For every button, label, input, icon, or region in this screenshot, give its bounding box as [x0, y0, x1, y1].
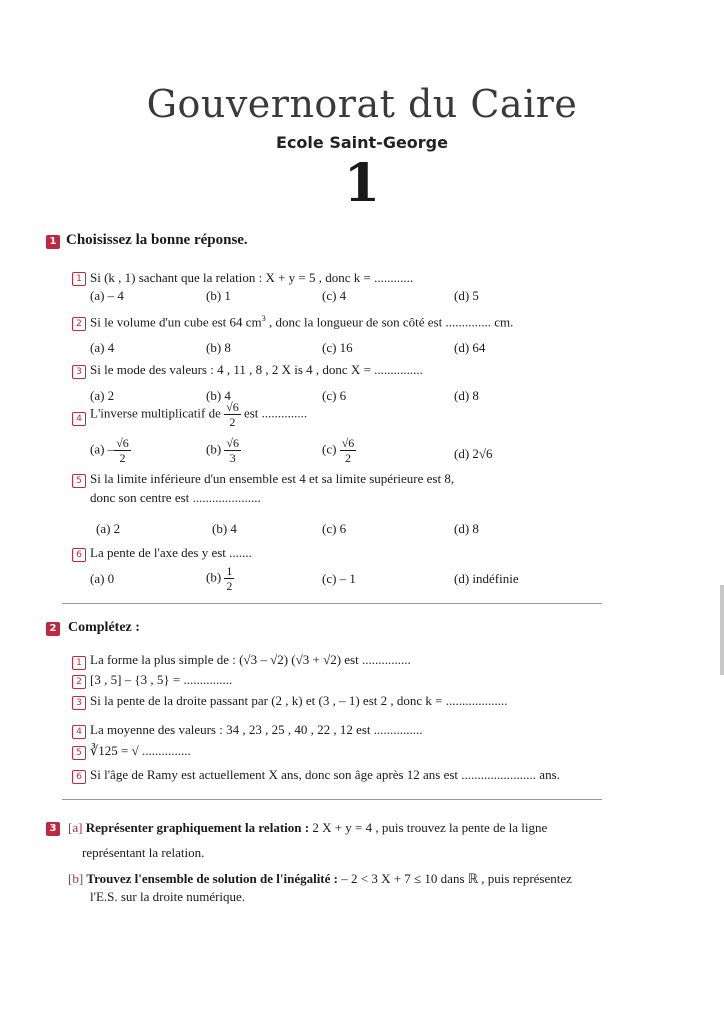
- question-number: 3: [72, 365, 86, 379]
- page-title: Gouvernorat du Caire: [146, 82, 578, 126]
- question-number: 1: [72, 272, 86, 286]
- option-a: (a) 0: [90, 571, 115, 586]
- exam-number: 1: [343, 153, 381, 214]
- question-text: La moyenne des valeurs : 34 , 23 , 25 , 40 , 22 , 12 est ...............: [90, 722, 423, 737]
- school-name: Ecole Saint-George: [276, 133, 448, 152]
- option-d: (d) 5: [454, 288, 479, 303]
- option-a: (a) 2: [96, 521, 121, 536]
- section-1-badge: 1: [46, 235, 60, 249]
- page-edge-marker: [720, 585, 724, 675]
- question-text: [3 , 5] – {3 , 5} = ...............: [90, 672, 233, 687]
- section-divider: [62, 799, 602, 800]
- question-text: Si le volume d'un cube est 64 $cm^3$ , donc la longueur de son côté est .............. cm.: [90, 314, 514, 330]
- option-b: (b) 8: [206, 340, 231, 355]
- question-text: L'inverse multiplicatif de $\frac{√6}{2}$ est ..............: [90, 400, 308, 429]
- question-number: 4: [72, 725, 86, 739]
- option-b: (b) 4: [206, 388, 231, 403]
- section-2-title: Complétez :: [68, 620, 140, 635]
- section-3-badge: 3: [46, 822, 60, 836]
- option-d: (d) 64: [454, 340, 486, 355]
- option-b: (b) $\frac{1}{2}$: [206, 564, 233, 593]
- option-a: (a) 4: [90, 340, 115, 355]
- question-text-line1: Si la limite inférieure d'un ensemble est 4 et sa limite supérieure est 8,: [90, 471, 455, 486]
- section-1-title: Choisissez la bonne réponse.: [66, 232, 248, 248]
- part-a-text: [a] Représenter graphiquement la relation : 2 X + y = 4 , puis trouvez la pente de la ligne: [68, 820, 548, 835]
- option-a: (a) 2: [90, 388, 115, 403]
- fraction: $\frac{√6}{2}$: [226, 400, 239, 429]
- question-number: 6: [72, 548, 86, 562]
- option-c: (c) 6: [322, 388, 347, 403]
- option-d: (d) 2√6: [454, 446, 493, 461]
- section-2-badge: 2: [46, 622, 60, 636]
- question-text: Si (k , 1) sachant que la relation : X + y = 5 , donc k = ............: [90, 270, 414, 285]
- option-a: (a) – $\frac{√6}{2}$: [90, 436, 129, 465]
- question-number: 6: [72, 770, 86, 784]
- question-text: Si l'âge de Ramy est actuellement X ans, donc son âge après 12 ans est ....................... ans.: [90, 767, 560, 782]
- option-d: (d) indéfinie: [454, 571, 519, 586]
- option-b: (b) 4: [212, 521, 237, 536]
- question-number: 2: [72, 675, 86, 689]
- section-divider: [62, 603, 602, 604]
- question-number: 5: [72, 474, 86, 488]
- part-b-text: [b] Trouvez l'ensemble de solution de l'inégalité : – 2 < 3 X + 7 ≤ 10 dans ℝ , puis représentez: [68, 871, 572, 886]
- question-text: La forme la plus simple de : (√3 – √2) (√3 + √2) est ...............: [90, 652, 411, 667]
- question-text: ∛125 = √ ...............: [90, 743, 191, 758]
- question-number: 4: [72, 412, 86, 426]
- part-a-line2: représentant la relation.: [82, 845, 205, 860]
- option-c: (c) $\frac{√6}{2}$: [322, 436, 355, 465]
- option-b: (b) 1: [206, 288, 231, 303]
- question-number: 3: [72, 696, 86, 710]
- question-number: 2: [72, 317, 86, 331]
- question-text: La pente de l'axe des y est .......: [90, 545, 252, 560]
- question-number: 5: [72, 746, 86, 760]
- option-c: (c) 4: [322, 288, 347, 303]
- option-b: (b) $\frac{√6}{3}$: [206, 436, 240, 465]
- option-c: (c) 16: [322, 340, 353, 355]
- option-c: (c) 6: [322, 521, 347, 536]
- question-text: Si la pente de la droite passant par (2 , k) et (3 , – 1) est 2 , donc k = ...................: [90, 693, 508, 708]
- question-number: 1: [72, 656, 86, 670]
- option-a: (a) – 4: [90, 288, 124, 303]
- option-c: (c) – 1: [322, 571, 356, 586]
- option-d: (d) 8: [454, 388, 479, 403]
- question-text-line2: donc son centre est .....................: [90, 490, 261, 505]
- option-d: (d) 8: [454, 521, 479, 536]
- part-b-line2: l'E.S. sur la droite numérique.: [90, 889, 246, 904]
- question-text: Si le mode des valeurs : 4 , 11 , 8 , 2 X is 4 , donc X = ...............: [90, 362, 423, 377]
